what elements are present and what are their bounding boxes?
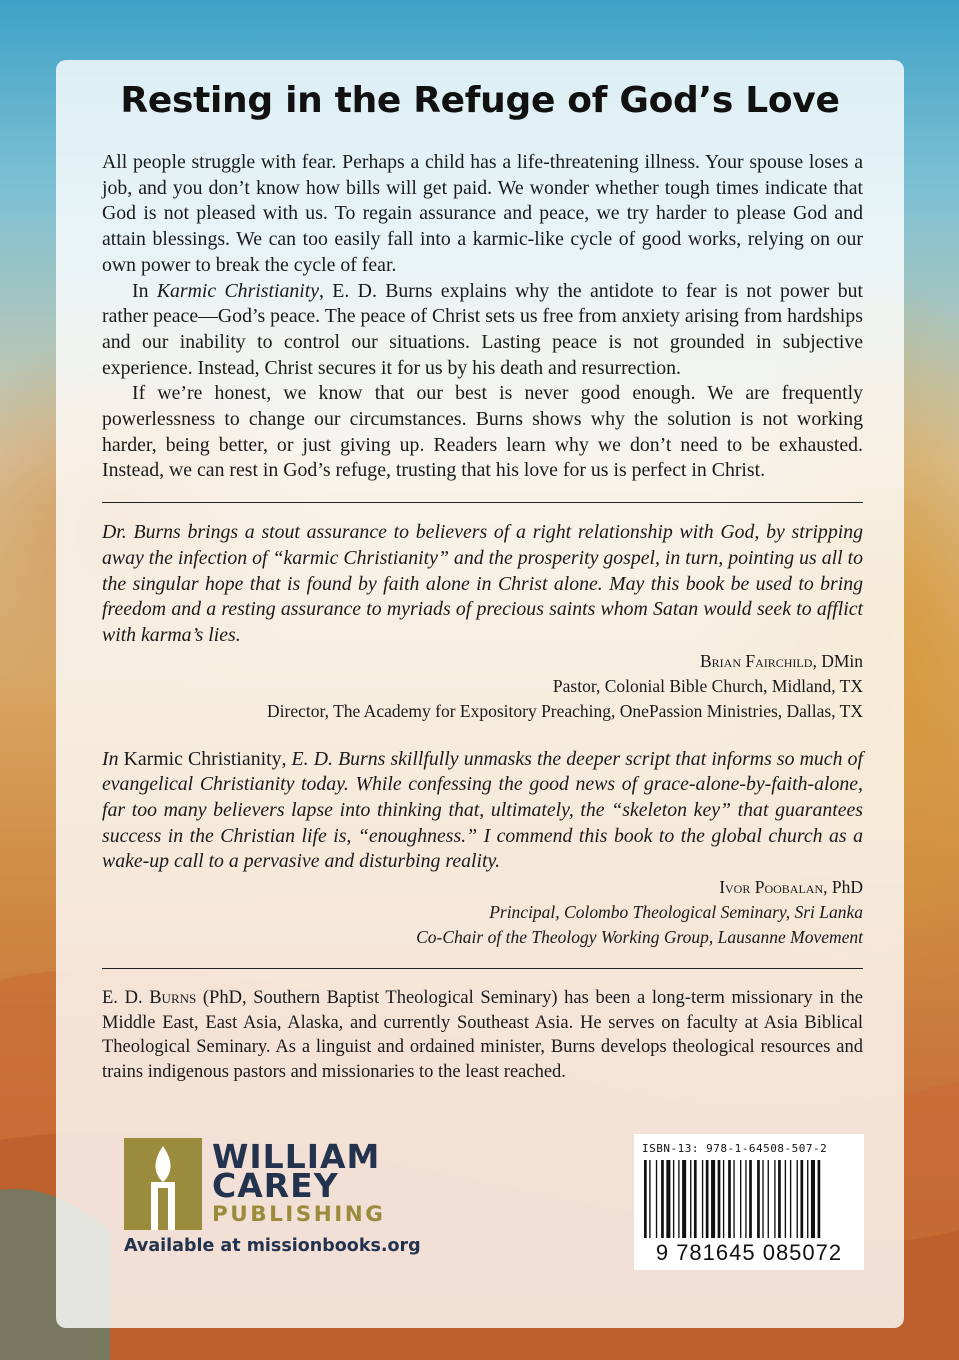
- endorsement-quote-1: Dr. Burns brings a stout assurance to believers of a right relationship with God, by stripping away the infection of “karmic Christianity” and the prosperity gospel, in turn, pointing us all to the singular hope that is found by faith alone in Christ alone. May this book be used to bring freedom and a resting assurance to myriads of precious saints whom Satan would seek to afflict with karma’s lies.: [102, 521, 863, 646]
- endorser-name: Ivor Poobalan: [719, 877, 824, 898]
- endorser-2: Ivor Poobalan, PhD Principal, Colombo Theological Seminary, Sri Lanka Co-Chair of the Theology Working Group, Lausanne Movement: [102, 875, 863, 950]
- publisher-name: WILLIAM CAREY PUBLISHING: [212, 1137, 386, 1227]
- author-name: E. D. Burns: [102, 988, 197, 1009]
- endorser-role: Co-Chair of the Theology Working Group, Lausanne Movement: [416, 927, 863, 948]
- availability-text: Available at missionbooks.org: [124, 1236, 421, 1256]
- description-paragraph-2: In Karmic Christianity, E. D. Burns explains why the antidote to fear is not power but rather peace—God’s peace. The peace of Christ sets us free from anxiety arising from hardships and our inability to control our situations. Lasting peace is not grounded in subjective experience. Instead, Christ secures it for us by his death and resurrection.: [102, 279, 863, 379]
- endorser-role: Principal, Colombo Theological Seminary, Sri Lanka: [489, 902, 863, 923]
- endorser-role: Director, The Academy for Expository Preaching, OnePassion Ministries, Dallas, TX: [267, 700, 863, 721]
- isbn-barcode: [634, 1134, 864, 1270]
- author-bio: E. D. Burns (PhD, Southern Baptist Theological Seminary) has been a long-term missionary in the Middle East, East Asia, Alaska, and currently Southeast Asia. He serves on faculty at Asia Biblical Theological Seminary. As a linguist and ordained minister, Burns develops theological resources and trains indigenous pastors and missionaries to the least reached.: [102, 988, 863, 1082]
- endorser-role: Pastor, Colonial Bible Church, Midland, TX: [552, 675, 863, 696]
- book-title: Karmic Christianity: [156, 279, 320, 302]
- endorser-name: Brian Fairchild: [699, 650, 813, 671]
- description-paragraph-3: If we’re honest, we know that our best is never good enough. We are frequently powerlessness to change our circumstances. Burns shows why the solution is not working harder, being better, or just giving up. Readers learn why we don’t need to be exhausted. Instead, we can rest in God’s refuge, trusting that his love for us is perfect in Christ.: [102, 382, 863, 482]
- main-content: [102, 150, 863, 1084]
- section-divider: [102, 502, 863, 503]
- isbn-label: ISBN-13: 978-1-64508-507-2: [642, 1142, 828, 1155]
- candle-flame-icon: [124, 1138, 202, 1230]
- section-divider: [102, 968, 863, 969]
- page-title: Resting in the Refuge of God’s Love: [120, 80, 840, 121]
- description-paragraph-1: All people struggle with fear. Perhaps a child has a life-threatening illness. Your spouse loses a job, and you don’t know how bills will get paid. We wonder whether tough times indicate that God is not pleased with us. To regain assurance and peace, we try harder to please God and attain blessings. We can too easily fall into a karmic-like cycle of good works, relying on our own power to break the cycle of fear.: [102, 151, 863, 276]
- endorsement-quote-2: In Karmic Christianity, E. D. Burns skillfully unmasks the deeper script that informs so much of evangelical Christianity today. While confessing the good news of grace-alone-by-faith-alone, far too many believers lapse into thinking that, ultimately, the “skeleton key” that guarantees success in the Christian life is, “enoughness.” I commend this book to the global church as a wake-up call to a pervasive and disturbing reality.: [102, 747, 863, 873]
- isbn-digits: 9 781645 085072: [655, 1240, 843, 1265]
- book-title: Karmic Christianity: [123, 747, 282, 770]
- endorser-1: Brian Fairchild, DMin Pastor, Colonial Bible Church, Midland, TX Director, The Academy for Expository Preaching, OnePassion Ministries, Dallas, TX: [102, 649, 863, 724]
